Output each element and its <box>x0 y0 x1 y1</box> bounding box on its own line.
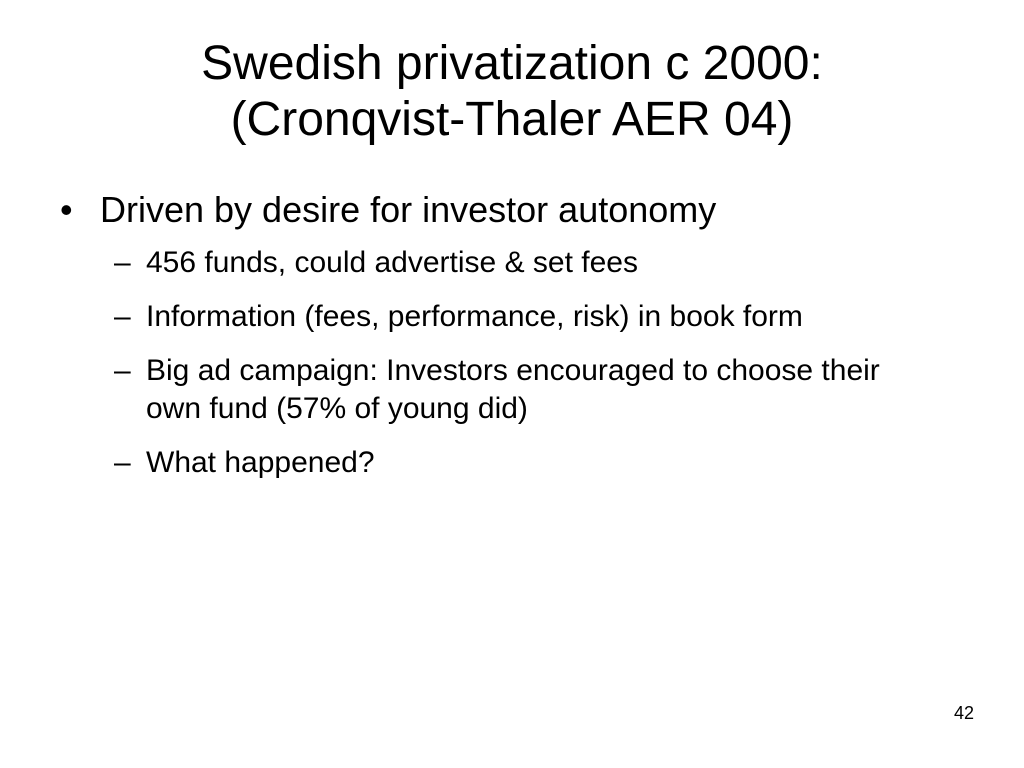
sub-bullet-marker: – <box>114 300 131 333</box>
page-number: 42 <box>953 703 975 723</box>
sub-bullet-text: What happened? <box>146 446 375 479</box>
slide-title <box>60 36 964 148</box>
sub-bullet-marker: – <box>114 446 131 479</box>
slide-body <box>60 188 940 498</box>
sub-bullet-list <box>60 244 940 482</box>
bullet-marker: • <box>60 189 73 230</box>
sub-bullet-text: 456 funds, could advertise & set fees <box>146 246 638 279</box>
slide-title-line-1: Swedish privatization c 2000: <box>201 37 823 90</box>
bullet-item <box>60 188 940 232</box>
sub-bullet-item <box>60 352 926 428</box>
sub-bullet-item <box>60 444 926 482</box>
sub-bullet-marker: – <box>114 246 131 279</box>
sub-bullet-marker: – <box>114 354 131 387</box>
sub-bullet-text: Big ad campaign: Investors encouraged to choose their own fund (57% of young did) <box>146 354 880 425</box>
bullet-text: Driven by desire for investor autonomy <box>100 189 717 230</box>
sub-bullet-item <box>60 298 926 336</box>
sub-bullet-text: Information (fees, performance, risk) in book form <box>146 300 803 333</box>
slide-title-line-2: (Cronqvist-Thaler AER 04) <box>230 93 794 146</box>
sub-bullet-item <box>60 244 926 282</box>
